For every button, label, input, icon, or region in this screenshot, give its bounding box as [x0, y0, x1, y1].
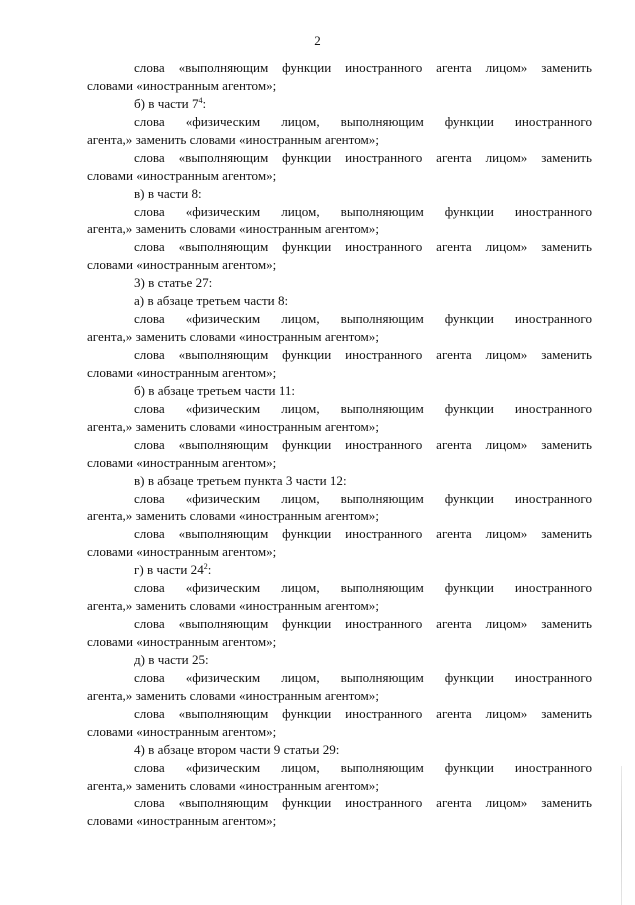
text-line [87, 472, 592, 490]
line-text: в) в абзаце третьем пункта 3 части 12: [134, 472, 347, 488]
text-line [87, 633, 592, 651]
line-text: слова «выполняющим функции иностранного агента лицом» заменить [134, 149, 592, 165]
text-line [87, 149, 592, 167]
text-line [87, 741, 592, 759]
line-text: слова «физическим лицом, выполняющим функции иностранного [134, 580, 592, 596]
superscript: 2 [203, 562, 208, 572]
line-text: словами «иностранным агентом»; [87, 77, 277, 93]
line-text: д) в части 25: [134, 651, 209, 667]
text-line [87, 113, 592, 131]
document-body [87, 59, 592, 830]
line-text: слова «физическим лицом, выполняющим функции иностранного [134, 759, 592, 775]
line-text: агента,» заменить словами «иностранным агентом»; [87, 221, 379, 237]
text-line [87, 131, 592, 149]
text-line [87, 687, 592, 705]
line-text: словами «иностранным агентом»; [87, 257, 277, 273]
text-line [87, 328, 592, 346]
text-line [87, 59, 592, 77]
line-text: агента,» заменить словами «иностранным агентом»; [87, 418, 379, 434]
line-text: словами «иностранным агентом»; [87, 723, 277, 739]
line-text: б) в части 7 [134, 95, 199, 111]
line-text: агента,» заменить словами «иностранным агентом»; [87, 508, 379, 524]
text-line [87, 274, 592, 292]
text-line [87, 507, 592, 525]
line-text: агента,» заменить словами «иностранным агентом»; [87, 598, 379, 614]
text-line [87, 418, 592, 436]
line-text: агента,» заменить словами «иностранным агентом»; [87, 131, 379, 147]
line-text: слова «выполняющим функции иностранного агента лицом» заменить [134, 60, 592, 75]
line-text: словами «иностранным агентом»; [87, 813, 277, 829]
line-text-suffix: : [202, 95, 207, 111]
line-text-suffix: : [207, 562, 212, 578]
line-text: слова «выполняющим функции иностранного агента лицом» заменить [134, 239, 592, 255]
text-line [87, 400, 592, 418]
text-line [87, 436, 592, 454]
text-line [87, 95, 592, 113]
line-text: слова «выполняющим функции иностранного агента лицом» заменить [134, 616, 592, 632]
page-number: 2 [314, 33, 321, 48]
line-text: агента,» заменить словами «иностранным агентом»; [87, 329, 379, 345]
line-text: в) в части 8: [134, 185, 202, 201]
text-line [87, 292, 592, 310]
line-text: слова «физическим лицом, выполняющим функции иностранного [134, 203, 592, 219]
text-line [87, 77, 592, 95]
text-line [87, 382, 592, 400]
line-text: а) в абзаце третьем части 8: [134, 293, 289, 309]
line-text: слова «физическим лицом, выполняющим функции иностранного [134, 490, 592, 506]
text-line [87, 310, 592, 328]
scan-edge-mark [621, 766, 622, 905]
text-line [87, 256, 592, 274]
text-line [87, 651, 592, 669]
text-line [87, 185, 592, 203]
text-line [87, 364, 592, 382]
text-line [87, 723, 592, 741]
text-line [87, 561, 592, 579]
line-text: слова «выполняющим функции иностранного агента лицом» заменить [134, 347, 592, 362]
text-line [87, 812, 592, 830]
line-text: словами «иностранным агентом»; [87, 634, 277, 649]
line-text: слова «выполняющим функции иностранного агента лицом» заменить [134, 526, 592, 542]
line-text: словами «иностранным агентом»; [87, 544, 277, 560]
line-text: словами «иностранным агентом»; [87, 364, 277, 380]
text-line [87, 543, 592, 561]
line-text: слова «выполняющим функции иностранного агента лицом» заменить [134, 795, 592, 811]
text-line [87, 579, 592, 597]
line-text: 4) в абзаце втором части 9 статьи 29: [134, 741, 340, 757]
line-text: слова «физическим лицом, выполняющим функции иностранного [134, 113, 592, 129]
line-text: 3) в статье 27: [134, 275, 213, 291]
text-line [87, 238, 592, 256]
text-line [87, 759, 592, 777]
text-line [87, 346, 592, 364]
line-text: г) в части 24 [134, 562, 204, 578]
text-line [87, 615, 592, 633]
text-line [87, 167, 592, 185]
text-line [87, 669, 592, 687]
line-text: слова «физическим лицом, выполняющим функции иностранного [134, 311, 592, 327]
line-text: слова «физическим лицом, выполняющим функции иностранного [134, 400, 592, 416]
line-text: словами «иностранным агентом»; [87, 454, 277, 470]
text-line [87, 525, 592, 543]
text-line [87, 490, 592, 508]
line-text: слова «физическим лицом, выполняющим функции иностранного [134, 669, 592, 685]
text-line [87, 203, 592, 221]
text-line [87, 220, 592, 238]
line-text: слова «выполняющим функции иностранного агента лицом» заменить [134, 705, 592, 721]
line-text: б) в абзаце третьем части 11: [134, 382, 296, 398]
text-line [87, 597, 592, 615]
text-line [87, 454, 592, 472]
text-line [87, 705, 592, 723]
text-line [87, 777, 592, 795]
text-line [87, 794, 592, 812]
line-text: агента,» заменить словами «иностранным агентом»; [87, 777, 379, 793]
line-text: словами «иностранным агентом»; [87, 167, 277, 183]
line-text: слова «выполняющим функции иностранного агента лицом» заменить [134, 436, 592, 452]
superscript: 4 [198, 95, 203, 105]
line-text: агента,» заменить словами «иностранным агентом»; [87, 687, 379, 703]
